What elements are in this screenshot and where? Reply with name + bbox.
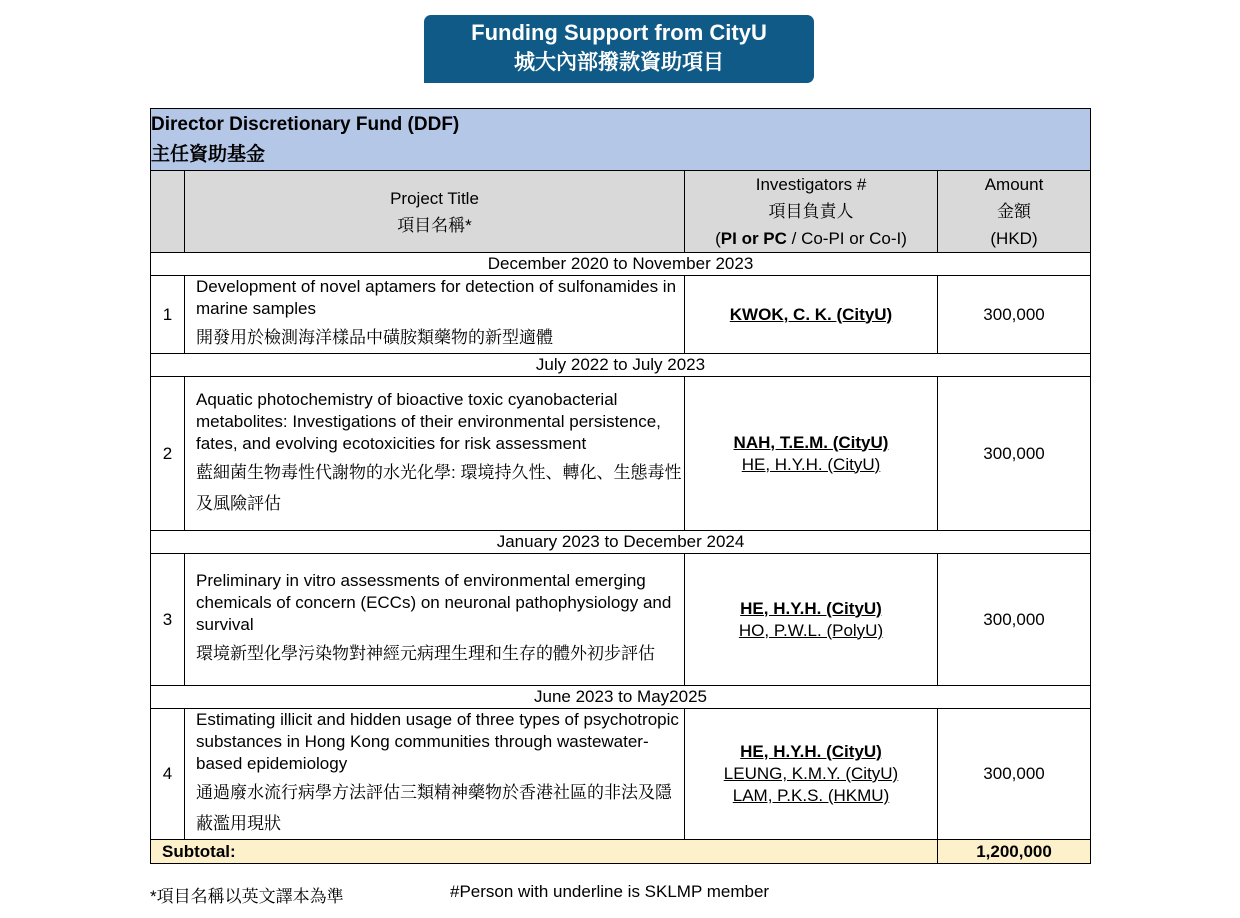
project-title-zh: 通過廢水流行病學方法評估三類精神藥物於香港社區的非法及隱蔽濫用現狀: [196, 783, 672, 833]
investigator-name: KWOK, C. K. (CityU): [729, 304, 893, 324]
investigator-name: HE, H.Y.H. (CityU): [740, 742, 882, 761]
investigator-name: HE, H.Y.H. (CityU): [740, 598, 882, 618]
project-investigators: [685, 377, 938, 531]
banner-title-en: Funding Support from CityU: [471, 20, 767, 45]
project-title: [185, 276, 685, 354]
header-amount-en: Amount: [984, 175, 1044, 194]
project-amount: 300,000: [938, 554, 1091, 686]
project-number: 1: [151, 276, 185, 354]
investigator-name: HO, P.W.L. (PolyU): [738, 620, 884, 640]
project-row: [151, 709, 1091, 840]
project-title: [185, 554, 685, 686]
project-title-en: Development of novel aptamers for detection of sulfonamides in marine samples: [196, 277, 677, 318]
fund-name-en: Director Discretionary Fund (DDF): [151, 113, 460, 135]
period-row: [151, 686, 1091, 709]
investigator-name: LEUNG, K.M.Y. (CityU): [723, 764, 899, 783]
page-banner: [424, 15, 814, 83]
project-row: [151, 377, 1091, 531]
column-header-row: [151, 171, 1091, 253]
funding-table: [150, 108, 1091, 864]
project-row: [151, 276, 1091, 354]
project-amount: 300,000: [938, 377, 1091, 531]
project-title-zh: 藍細菌生物毒性代謝物的水光化學: 環境持久性、轉化、生態毒性及風險評估: [196, 462, 682, 513]
project-number: 4: [151, 709, 185, 840]
project-title: [185, 709, 685, 840]
project-title-zh: 開發用於檢測海洋樣品中磺胺類藥物的新型適體: [196, 328, 553, 347]
header-role-pi: PI or PC: [720, 229, 787, 248]
project-number: 3: [151, 554, 185, 686]
subtotal-row: [151, 840, 1091, 864]
project-title-en: Estimating illicit and hidden usage of three types of psychotropic substances in Hong Kong communities through wastewater-based epidemiology: [196, 710, 679, 773]
project-amount: 300,000: [938, 276, 1091, 354]
header-investigators-roles: (PI or PC / Co-PI or Co-I): [715, 229, 907, 248]
investigator-name: HE, H.Y.H. (CityU): [741, 454, 881, 474]
period-label: December 2020 to November 2023: [151, 253, 1091, 276]
period-label: July 2022 to July 2023: [151, 354, 1091, 377]
column-header-amount: [938, 171, 1091, 253]
column-header-title: [185, 171, 685, 253]
project-investigators: [685, 276, 938, 354]
footnote-underline-meaning: #Person with underline is SKLMP member: [450, 882, 770, 901]
investigator-name: NAH, T.E.M. (CityU): [733, 432, 889, 452]
period-label: June 2023 to May2025: [151, 686, 1091, 709]
subtotal-label: Subtotal:: [151, 840, 938, 864]
period-row: [151, 354, 1091, 377]
project-investigators: [685, 709, 938, 840]
column-header-investigators: [685, 171, 938, 253]
header-investigators-zh: 項目負責人: [768, 202, 854, 221]
header-role-rest: / Co-PI or Co-I): [786, 229, 907, 248]
header-title-zh: 項目名稱*: [397, 215, 472, 235]
header-investigators-en: Investigators #: [755, 175, 867, 194]
fund-name-row: [151, 109, 1091, 171]
project-title-en: Preliminary in vitro assessments of environmental emerging chemicals of concern (ECCs) on neuronal pathophysiology and survival: [196, 571, 672, 634]
project-number: 2: [151, 377, 185, 531]
project-investigators: [685, 554, 938, 686]
project-title-zh: 環境新型化學污染物對神經元病理生理和生存的體外初步評估: [196, 644, 655, 663]
project-row: [151, 554, 1091, 686]
period-row: [151, 531, 1091, 554]
period-row: [151, 253, 1091, 276]
fund-name-zh: 主任資助基金: [151, 143, 266, 165]
project-title: [185, 377, 685, 531]
column-header-number: [151, 171, 185, 253]
banner-title-zh: 城大內部撥款資助項目: [514, 51, 724, 74]
header-amount-unit: (HKD): [990, 229, 1038, 248]
header-title-en: Project Title: [390, 188, 479, 208]
footnote-title-language: *項目名稱以英文譯本為準: [150, 887, 344, 906]
period-label: January 2023 to December 2024: [151, 531, 1091, 554]
header-amount-zh: 金額: [997, 202, 1031, 221]
project-title-en: Aquatic photochemistry of bioactive toxic cyanobacterial metabolites: Investigations of their environmental persistence, fates, and evolving ecotoxicities for risk assessment: [196, 389, 661, 453]
investigator-name: LAM, P.K.S. (HKMU): [732, 786, 890, 805]
subtotal-value: 1,200,000: [938, 840, 1091, 864]
project-amount: 300,000: [938, 709, 1091, 840]
